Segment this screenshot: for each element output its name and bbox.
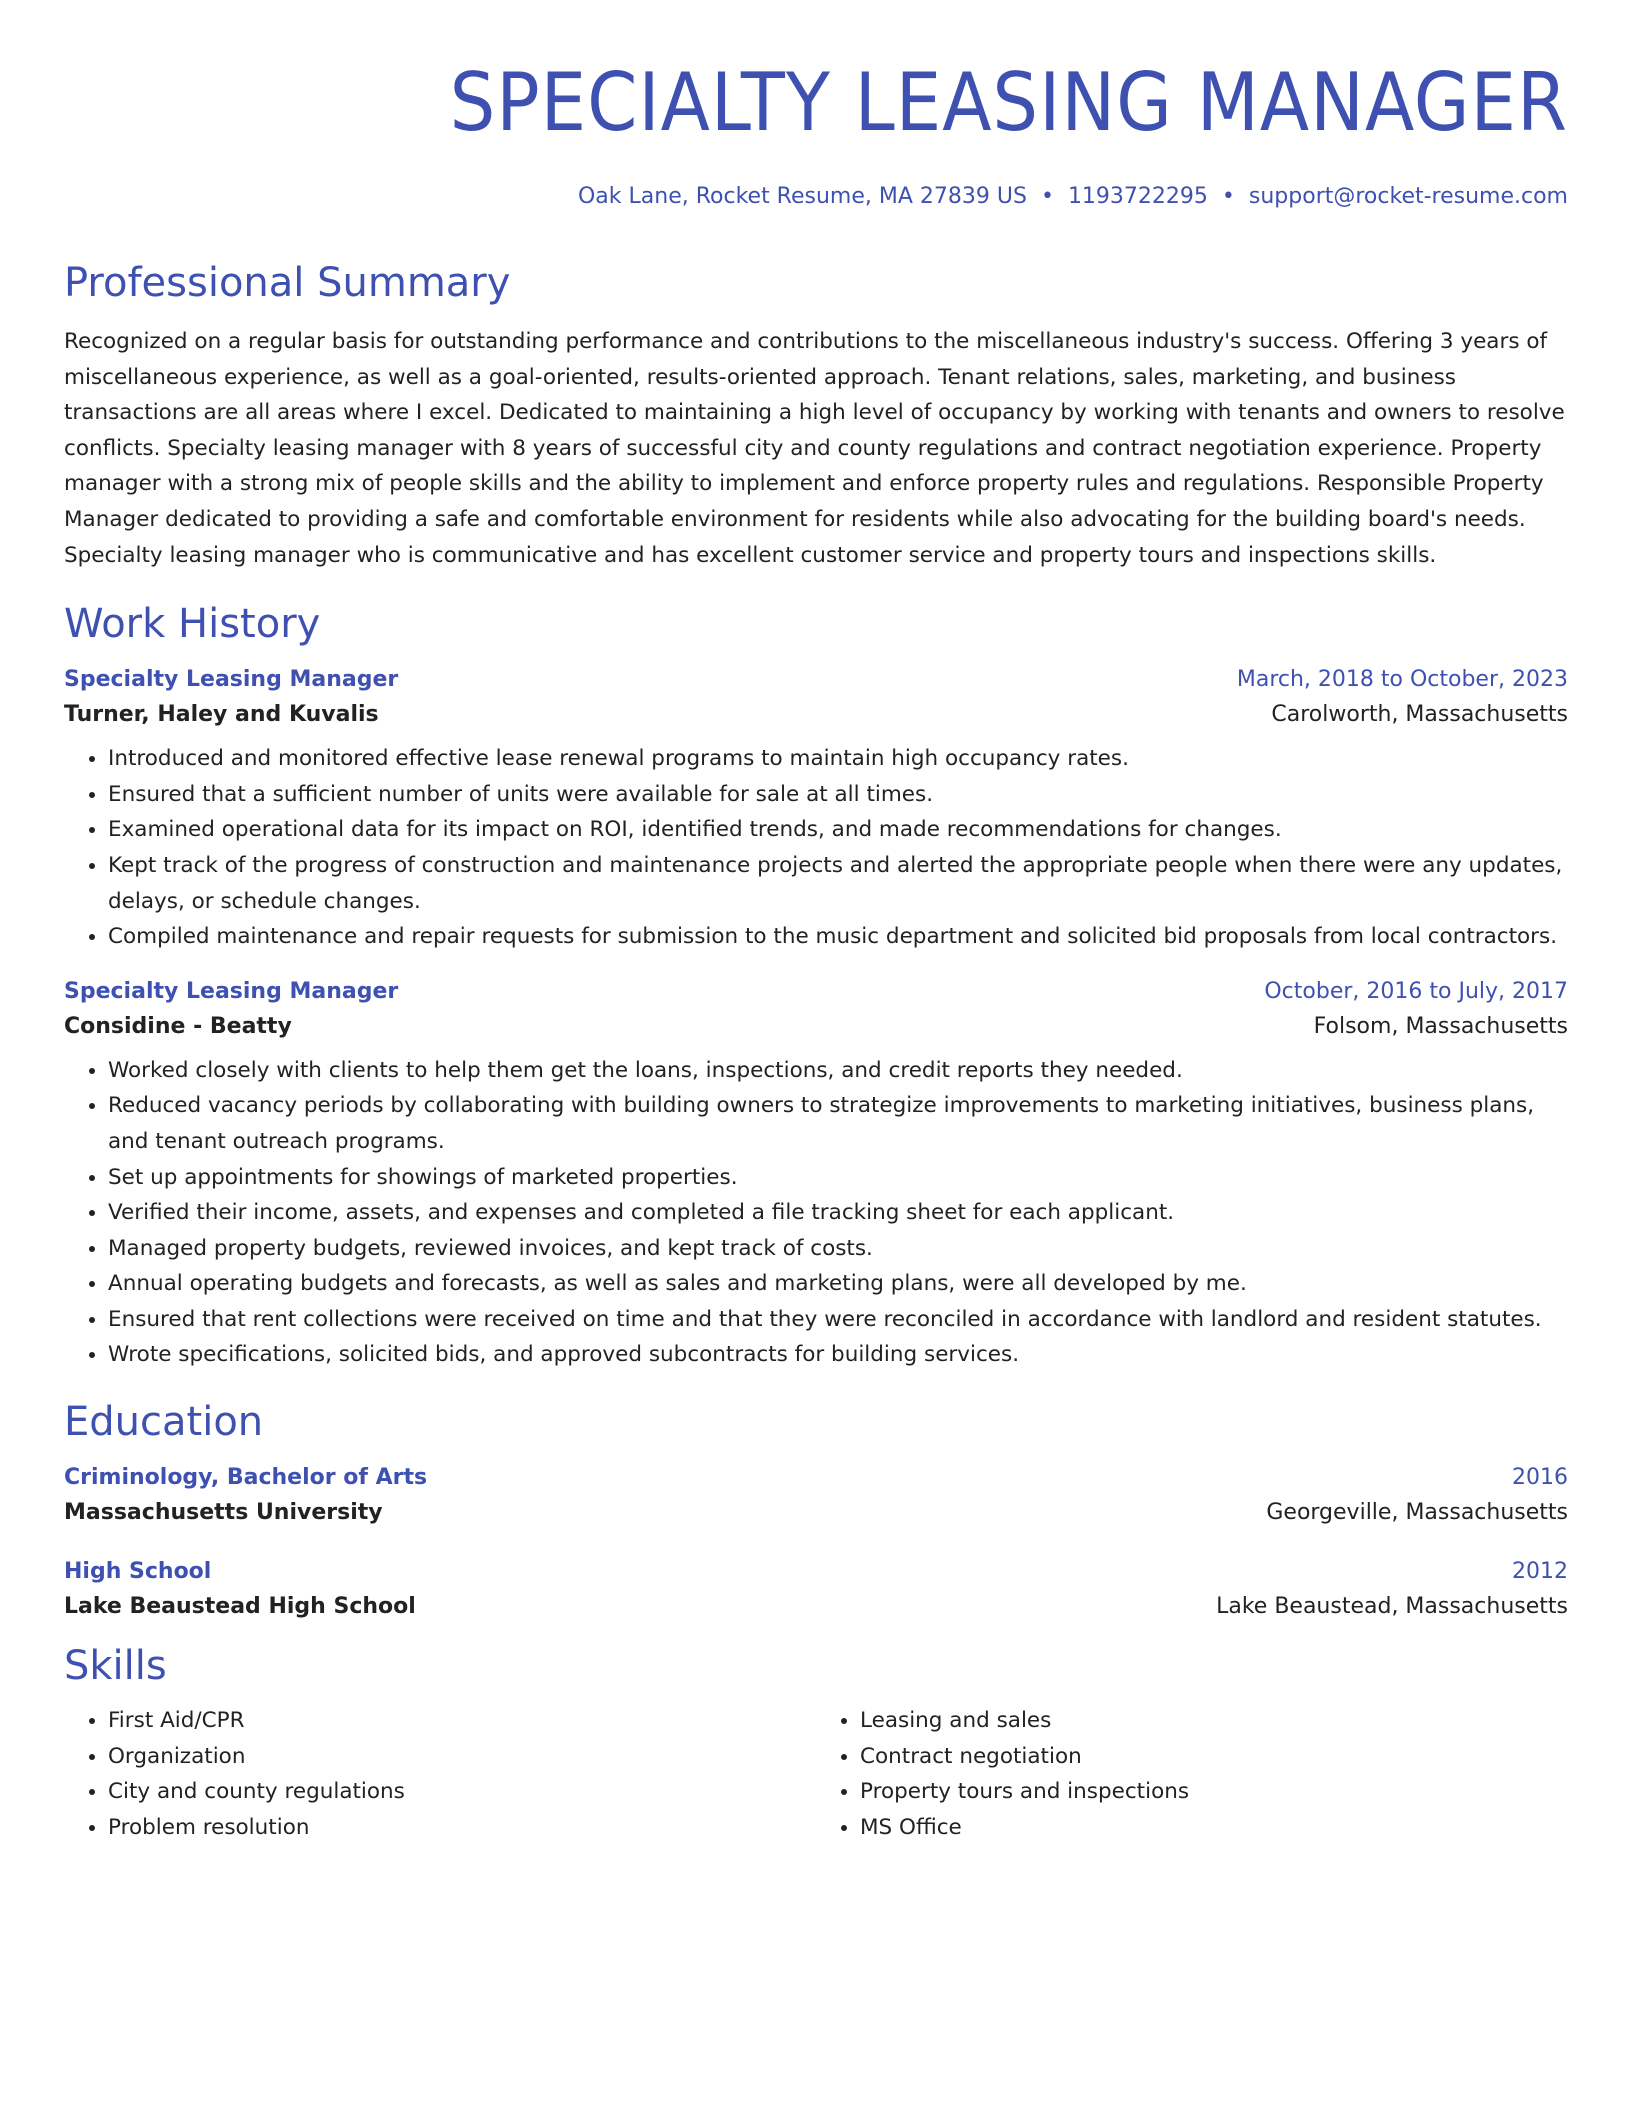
job-location: Carolworth, Massachusetts: [1271, 702, 1568, 728]
work-history-section: [64, 601, 1568, 1373]
summary-section: [64, 260, 1568, 573]
skills-list-right: [816, 1703, 1568, 1845]
job-company: Considine - Beatty: [64, 1013, 292, 1039]
education-entry: [64, 1465, 1568, 1525]
education-location: Georgeville, Massachusetts: [1266, 1500, 1568, 1526]
work-history-heading: Work History: [64, 601, 321, 648]
job-bullet: • Set up appointments for showings of marketed properties.: [108, 1160, 1568, 1196]
education-school: Lake Beaustead High School: [64, 1594, 416, 1620]
skill-item: • Property tours and inspections: [860, 1774, 1568, 1810]
job-bullet: • Managed property budgets, reviewed invoices, and kept track of costs.: [108, 1231, 1568, 1267]
job-title: Specialty Leasing Manager: [64, 978, 399, 1004]
job-bullet: • Introduced and monitored effective lease renewal programs to maintain high occupancy rates.: [108, 741, 1568, 777]
contact-line: [64, 184, 1568, 209]
summary-text: Recognized on a regular basis for outstanding performance and contributions to the miscellaneous industry's success. Offering 3 years of miscellaneous experience, as well as a goal-oriented, results-oriented approach. Tenant relations, sales, marketing, and business transactions are all areas where I excel. Dedicated to maintaining a high level of occupancy by working with tenants and owners to resolve conflicts. Specialty leasing manager with 8 years of successful city and county regulations and contract negotiation experience. Property manager with a strong mix of people skills and the ability to implement and enforce property rules and regulations. Responsible Property Manager dedicated to providing a safe and comfortable environment for residents while also advocating for the building board's needs. Specialty leasing manager who is communicative and has excellent customer service and property tours and inspections skills.: [64, 329, 1565, 568]
skill-item: • First Aid/CPR: [108, 1703, 816, 1739]
job-bullet: • Ensured that a sufficient number of units were available for sale at all times.: [108, 777, 1568, 813]
skills-section: [64, 1643, 1568, 1845]
contact-phone: 1193722295: [1067, 184, 1208, 209]
job-bullet: • Wrote specifications, solicited bids, and approved subcontracts for building services.: [108, 1337, 1568, 1373]
job-bullet: • Reduced vacancy periods by collaborating with building owners to strategize improvements to marketing initiatives, business plans, and tenant outreach programs.: [108, 1088, 1568, 1159]
job-bullet: • Examined operational data for its impact on ROI, identified trends, and made recommendations for changes.: [108, 812, 1568, 848]
job-dates: October, 2016 to July, 2017: [1264, 978, 1568, 1004]
job-bullet: • Ensured that rent collections were received on time and that they were reconciled in accordance with landlord and resident statutes.: [108, 1302, 1568, 1338]
education-entry: [64, 1559, 1568, 1619]
skill-item: • City and county regulations: [108, 1774, 816, 1810]
contact-email: support@rocket-resume.com: [1248, 184, 1568, 209]
summary-heading: Professional Summary: [64, 260, 511, 306]
contact-separator: •: [1040, 184, 1054, 209]
job-entry: [64, 979, 1568, 1373]
education-year: 2012: [1512, 1559, 1568, 1585]
job-dates: March, 2018 to October, 2023: [1236, 667, 1568, 693]
education-school: Massachusetts University: [64, 1500, 383, 1526]
skill-item: • Organization: [108, 1739, 816, 1775]
job-bullet: • Verified their income, assets, and expenses and completed a file tracking sheet for each applicant.: [108, 1195, 1568, 1231]
contact-separator: •: [1221, 184, 1235, 209]
job-bullets: [64, 1053, 1568, 1373]
education-degree: High School: [64, 1559, 212, 1585]
job-title: Specialty Leasing Manager: [64, 667, 399, 693]
education-heading: Education: [64, 1399, 264, 1446]
job-entry: [64, 667, 1568, 955]
skill-item: • Problem resolution: [108, 1810, 816, 1846]
job-bullets: [64, 741, 1568, 955]
education-degree: Criminology, Bachelor of Arts: [64, 1465, 428, 1491]
job-bullet: • Worked closely with clients to help them get the loans, inspections, and credit reports they needed.: [108, 1053, 1568, 1089]
education-section: [64, 1399, 1568, 1619]
skill-item: • MS Office: [860, 1810, 1568, 1846]
skills-columns: [64, 1703, 1568, 1845]
resume-title: SPECIALTY LEASING MANAGER: [449, 56, 1568, 149]
job-company: Turner, Haley and Kuvalis: [64, 702, 379, 728]
job-bullet: • Compiled maintenance and repair requests for submission to the music department and solicited bid proposals from local contractors.: [108, 919, 1568, 955]
education-location: Lake Beaustead, Massachusetts: [1216, 1594, 1568, 1620]
education-year: 2016: [1512, 1465, 1568, 1491]
contact-address: Oak Lane, Rocket Resume, MA 27839 US: [577, 184, 1027, 209]
job-bullet: • Annual operating budgets and forecasts, as well as sales and marketing plans, were all developed by me.: [108, 1266, 1568, 1302]
job-location: Folsom, Massachusetts: [1313, 1013, 1568, 1039]
skill-item: • Leasing and sales: [860, 1703, 1568, 1739]
job-bullet: • Kept track of the progress of construction and maintenance projects and alerted the appropriate people when there were any updates, delays, or schedule changes.: [108, 848, 1568, 919]
skills-list-left: [64, 1703, 816, 1845]
skill-item: • Contract negotiation: [860, 1739, 1568, 1775]
skills-heading: Skills: [64, 1643, 167, 1690]
